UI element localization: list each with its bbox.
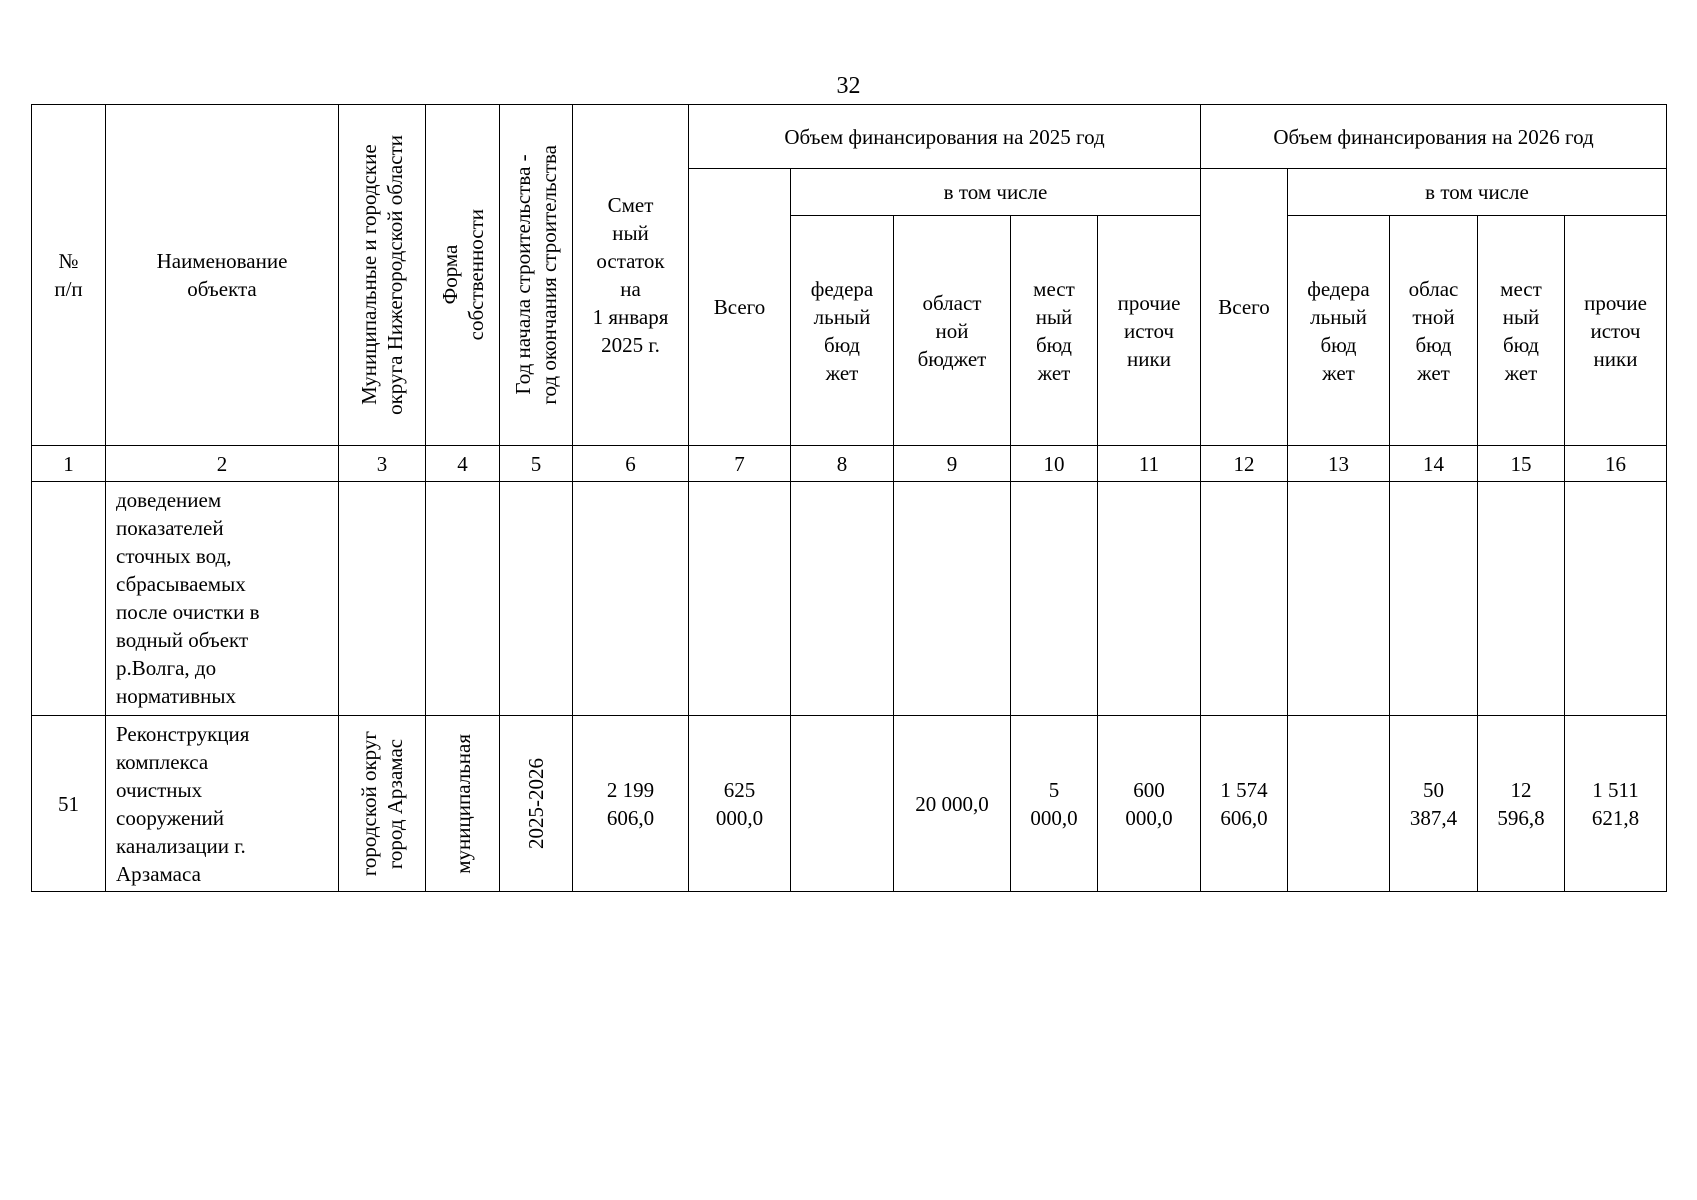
column-number: 9	[894, 446, 1011, 482]
header-other-2025: прочие источ ники	[1098, 216, 1201, 446]
column-number: 1	[32, 446, 106, 482]
page-number: 32	[836, 73, 861, 99]
header-federal-2026: федера льный бюд жет	[1288, 216, 1390, 446]
cell-empty	[1011, 482, 1098, 716]
cell-object-name: Реконструкция комплекса очистных сооружений канализации г. Арзамаса	[106, 716, 339, 892]
header-funding-2025: Объем финансирования на 2025 год	[689, 105, 1201, 169]
cell-object-name: доведением показателей сточных вод, сбрасываемых после очистки в водный объект р.Волга, до нормативных	[106, 482, 339, 716]
funding-table	[31, 104, 1667, 892]
column-number: 11	[1098, 446, 1201, 482]
table-row-continuation	[32, 482, 1667, 716]
header-federal-2025: федера льный бюд жет	[791, 216, 894, 446]
table-row-51	[32, 716, 1667, 892]
header-years: Год начала строительства - год окончания строительства	[500, 105, 573, 446]
cell-other-2025: 600 000,0	[1098, 716, 1201, 892]
cell-num	[32, 482, 106, 716]
cell-other-2026: 1 511 621,8	[1565, 716, 1667, 892]
column-number: 14	[1390, 446, 1478, 482]
column-number: 4	[426, 446, 500, 482]
header-including-2026: в том числе	[1288, 169, 1667, 216]
header-total-2026: Всего	[1201, 169, 1288, 446]
column-number: 2	[106, 446, 339, 482]
cell-empty	[339, 482, 426, 716]
column-number: 15	[1478, 446, 1565, 482]
cell-years: 2025-2026	[500, 716, 573, 892]
column-number: 16	[1565, 446, 1667, 482]
cell-estimate: 2 199 606,0	[573, 716, 689, 892]
column-number: 8	[791, 446, 894, 482]
column-number: 3	[339, 446, 426, 482]
header-including-2025: в том числе	[791, 169, 1201, 216]
header-num: № п/п	[32, 105, 106, 446]
column-number: 10	[1011, 446, 1098, 482]
column-number-row	[32, 446, 1667, 482]
header-total-2025: Всего	[689, 169, 791, 446]
cell-empty	[791, 482, 894, 716]
cell-num: 51	[32, 716, 106, 892]
cell-empty	[1201, 482, 1288, 716]
cell-empty	[1390, 482, 1478, 716]
header-regional-2025: област ной бюджет	[894, 216, 1011, 446]
cell-empty	[500, 482, 573, 716]
column-number: 7	[689, 446, 791, 482]
cell-empty	[1478, 482, 1565, 716]
header-local-2025: мест ный бюд жет	[1011, 216, 1098, 446]
cell-ownership: муниципальная	[426, 716, 500, 892]
cell-empty	[894, 482, 1011, 716]
column-number: 6	[573, 446, 689, 482]
header-other-2026: прочие источ ники	[1565, 216, 1667, 446]
cell-empty	[1288, 482, 1390, 716]
header-estimate: Смет ный остаток на 1 января 2025 г.	[573, 105, 689, 446]
cell-empty	[1098, 482, 1201, 716]
cell-regional-2025: 20 000,0	[894, 716, 1011, 892]
column-number: 5	[500, 446, 573, 482]
cell-total-2025: 625 000,0	[689, 716, 791, 892]
cell-federal-2025	[791, 716, 894, 892]
cell-empty	[426, 482, 500, 716]
cell-local-2026: 12 596,8	[1478, 716, 1565, 892]
cell-total-2026: 1 574 606,0	[1201, 716, 1288, 892]
cell-regional-2026: 50 387,4	[1390, 716, 1478, 892]
cell-empty	[689, 482, 791, 716]
header-name: Наименование объекта	[106, 105, 339, 446]
cell-municipality: городской округ город Арзамас	[339, 716, 426, 892]
header-regional-2026: облас тной бюд жет	[1390, 216, 1478, 446]
cell-federal-2026	[1288, 716, 1390, 892]
header-local-2026: мест ный бюд жет	[1478, 216, 1565, 446]
column-number: 12	[1201, 446, 1288, 482]
cell-local-2025: 5 000,0	[1011, 716, 1098, 892]
header-funding-2026: Объем финансирования на 2026 год	[1201, 105, 1667, 169]
cell-empty	[573, 482, 689, 716]
column-number: 13	[1288, 446, 1390, 482]
cell-empty	[1565, 482, 1667, 716]
header-ownership: Форма собственности	[426, 105, 500, 446]
header-municipality: Муниципальные и городские округа Нижегородской области	[339, 105, 426, 446]
